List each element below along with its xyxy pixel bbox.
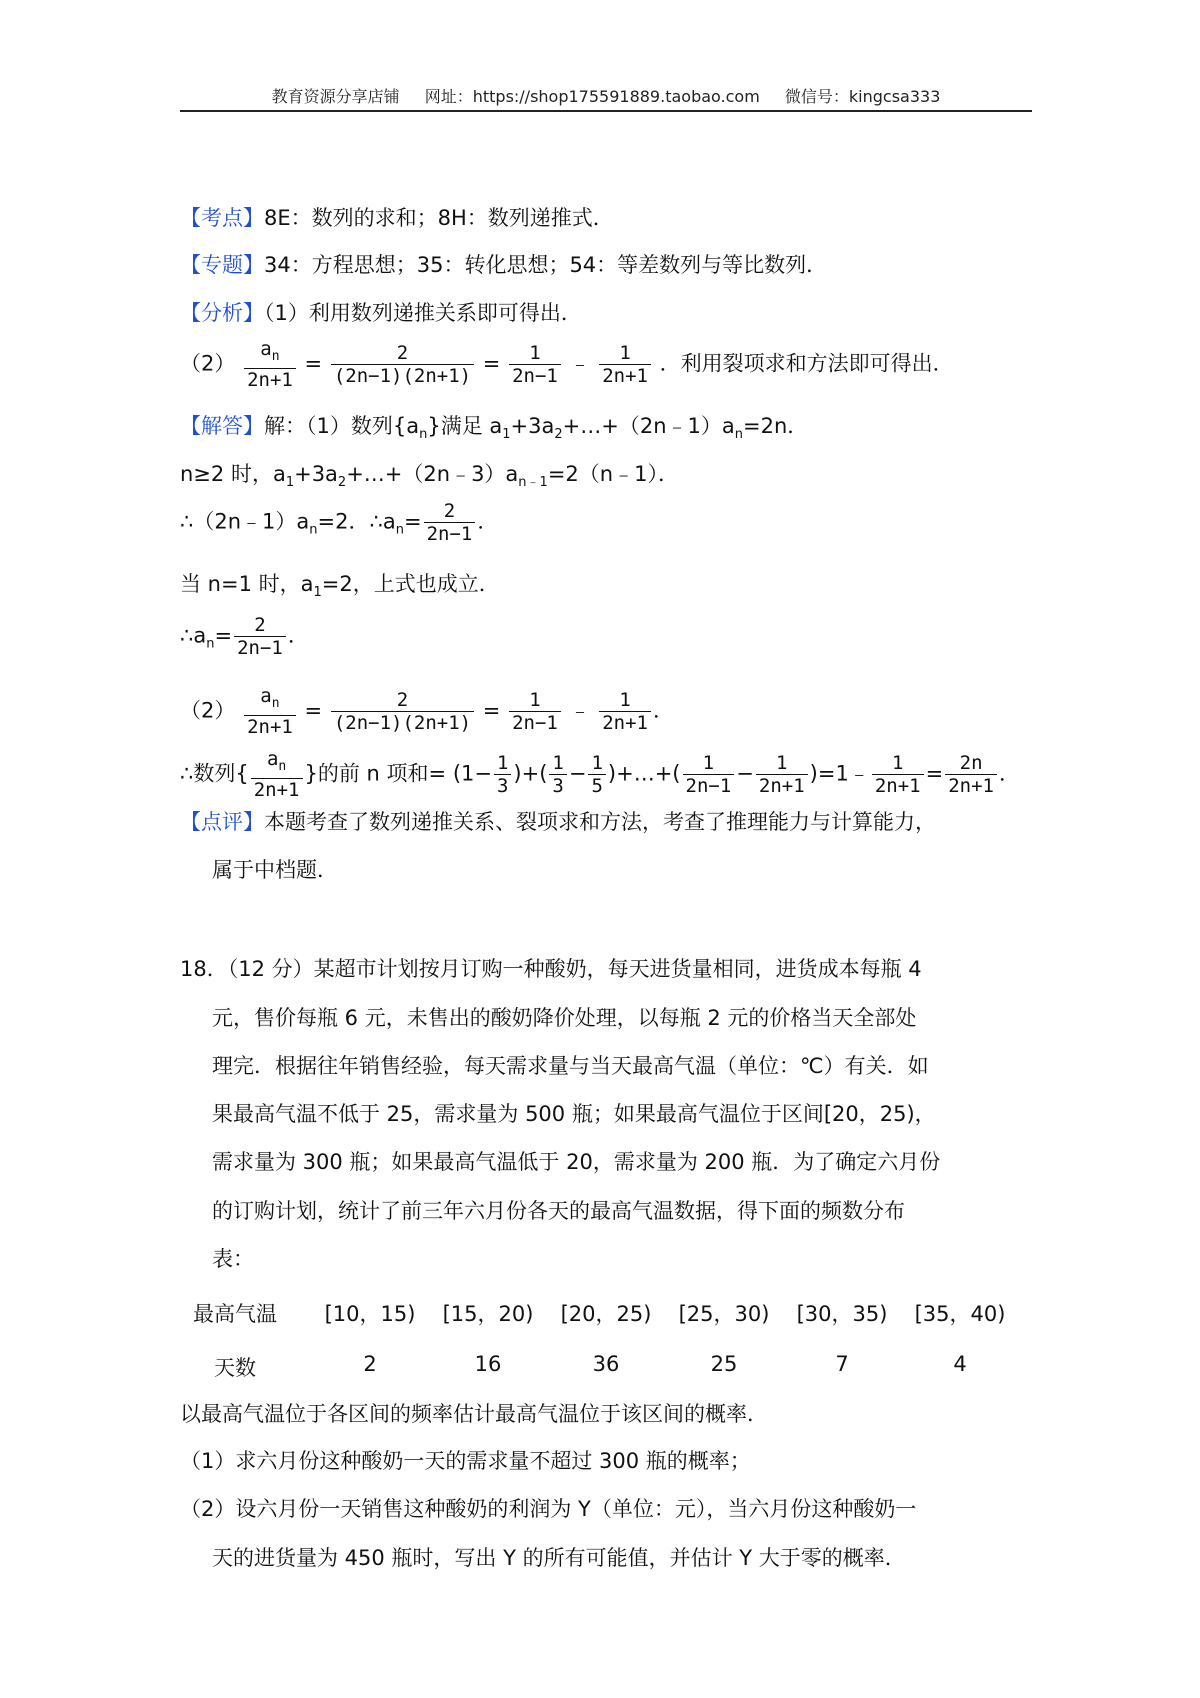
after-table-text: 以最高气温位于各区间的频率估计最高气温位于该区间的概率． <box>180 1402 768 1426</box>
fenxi-line-2: （2） $\frac{a_n}{2n+1}$ = $\frac{2}{(2n-1)(2n+1)}$ = $\frac{1}{2n-1}$ ﹣ $\frac{1}{2n+1}$ ．利用裂项求和方法即可得出． <box>180 338 954 391</box>
jieda-line-7: ∴数列{ $\frac{a_n}{2n+1}$ }的前 n 项和= (1− $\frac{1}{3}$ )+( $\frac{1}{3}$ − $\frac{1}{5}$ )+…+( $\frac{1}{2n-1}$ − $\frac{1}{2n+1}$ )=1﹣ $\frac{1}{2n+1}$ = $\frac{2n}{2n+1}$ ． <box>180 748 1020 801</box>
kaodian-text: 8E：数列的求和；8H：数列递推式． <box>264 206 614 230</box>
fraction-2-over-2nm1-b: $\frac{2}{2n-1}$ <box>234 614 286 659</box>
fenxi-tag: 【分析】 <box>180 301 264 325</box>
table-interval: [15，20) <box>442 1302 534 1326</box>
table-day-count: 16 <box>474 1352 502 1376</box>
table-day-count: 4 <box>953 1352 967 1376</box>
fraction-1-over-5: $\frac{1}{5}$ <box>588 752 605 797</box>
question-1: （1）求六月份这种酸奶一天的需求量不超过 300 瓶的概率； <box>180 1449 751 1473</box>
frequency-table-header-row <box>180 1298 1040 1328</box>
fraction-an-over-2n1: $\frac{a_n}{2n+1}$ <box>244 338 296 391</box>
kaodian-tag: 【考点】 <box>180 206 264 230</box>
table-interval: [25，30) <box>678 1302 770 1326</box>
problem-18-line-5: 需求量为 300 瓶；如果最高气温低于 20，需求量为 200 瓶．为了确定六月份 <box>212 1150 941 1174</box>
jieda-tag: 【解答】 <box>180 414 264 438</box>
fraction-1-over-2n1-c: $\frac{1}{2n+1}$ <box>756 752 808 797</box>
fraction-an-over-2n1-c: $\frac{a_n}{2n+1}$ <box>251 748 303 801</box>
problem-18-line-3: 理完．根据往年销售经验，每天需求量与当天最高气温（单位：℃）有关．如 <box>212 1054 929 1078</box>
fraction-1-over-2n1-b: $\frac{1}{2n+1}$ <box>599 689 651 734</box>
table-interval: [20，25) <box>560 1302 652 1326</box>
question-2-line-2: 天的进货量为 450 瓶时，写出 Y 的所有可能值，并估计 Y 大于零的概率． <box>212 1546 906 1570</box>
fraction-1-over-2n1: $\frac{1}{2n+1}$ <box>599 342 651 387</box>
problem-18-line-2: 元，售价每瓶 6 元，未售出的酸奶降价处理，以每瓶 2 元的价格当天全部处 <box>212 1006 917 1030</box>
table-day-count: 2 <box>363 1352 377 1376</box>
zhuanti-text: 34：方程思想；35：转化思想；54：等差数列与等比数列． <box>264 253 828 277</box>
fraction-1-over-2nm1: $\frac{1}{2n-1}$ <box>509 342 561 387</box>
fraction-1-over-2nm1-c: $\frac{1}{2n-1}$ <box>683 752 735 797</box>
table-interval: [10，15) <box>324 1302 416 1326</box>
dianping-text-1: 本题考查了数列递推关系、裂项求和方法，考查了推理能力与计算能力， <box>264 810 936 834</box>
jieda-line-6: （2） $\frac{a_n}{2n+1}$ = $\frac{2}{(2n-1)(2n+1)}$ = $\frac{1}{2n-1}$ ﹣ $\frac{1}{2n+1}$ ． <box>180 685 674 738</box>
dianping-line-1 <box>180 807 936 837</box>
shop-name: 教育资源分享店铺 <box>271 87 400 106</box>
fraction-1-over-2n1-d: $\frac{1}{2n+1}$ <box>872 752 924 797</box>
table-day-count: 25 <box>710 1352 738 1376</box>
fraction-an-over-2n1-b: $\frac{a_n}{2n+1}$ <box>244 685 296 738</box>
fraction-2-over-product-b: $\frac{2}{(2n-1)(2n+1)}$ <box>331 689 474 734</box>
table-day-count: 36 <box>592 1352 620 1376</box>
dianping-line-2 <box>212 855 338 885</box>
table-label-temperature: 最高气温 <box>193 1302 277 1326</box>
problem-18-line-6: 的订购计划，统计了前三年六月份各天的最高气温数据，得下面的频数分布 <box>212 1199 905 1223</box>
question-2-line-1: （2）设六月份一天销售这种酸奶的利润为 Y（单位：元），当六月份这种酸奶一 <box>180 1497 917 1521</box>
header-divider <box>180 110 1032 112</box>
fraction-1-over-3-b: $\frac{1}{3}$ <box>549 752 566 797</box>
fraction-2-over-2nm1: $\frac{2}{2n-1}$ <box>424 500 476 545</box>
jieda-line-1: 【解答】解：（1）数列$\{a_n\}$满足 $a_1+3a_2+\dots+(2n﹣1)a_n=2n$． <box>180 414 809 443</box>
fraction-1-over-2nm1-b: $\frac{1}{2n-1}$ <box>509 689 561 734</box>
fraction-1-over-3: $\frac{1}{3}$ <box>494 752 511 797</box>
problem-18-line-1: 18．（12 分）某超市计划按月订购一种酸奶，每天进货量相同，进货成本每瓶 4 <box>180 957 922 981</box>
zhuanti-line <box>180 250 827 280</box>
jieda-line-3: $\therefore(2n﹣1)a_n=2$．$\therefore a_n=$ $\frac{2}{2n-1}$ ． <box>180 500 499 545</box>
fenxi-2-suffix: ．利用裂项求和方法即可得出． <box>659 351 954 376</box>
wechat-id: 微信号：kingcsa333 <box>784 87 941 106</box>
fenxi-text-1: （1）利用数列递推关系即可得出． <box>264 301 582 325</box>
shop-url: 网址：https://shop175591889.taobao.com <box>424 87 760 106</box>
fraction-2n-over-2n1: $\frac{2n}{2n+1}$ <box>945 752 997 797</box>
problem-18-line-7: 表： <box>212 1247 254 1271</box>
table-label-days: 天数 <box>214 1356 256 1380</box>
jieda-line-5: $\therefore a_n=$ $\frac{2}{2n-1}$ ． <box>180 614 309 659</box>
dianping-tag: 【点评】 <box>180 810 264 834</box>
table-day-count: 7 <box>835 1352 849 1376</box>
jieda-line-4: 当 n=1 时，$a_1=2$，上式也成立． <box>180 572 500 601</box>
fraction-2-over-product: $\frac{2}{(2n-1)(2n+1)}$ <box>331 342 474 387</box>
table-interval: [30，35) <box>796 1302 888 1326</box>
jieda-line-2: n≥2 时，$a_1+3a_2+\dots+(2n﹣3)a_{n﹣1}=2(n﹣1)$． <box>180 462 679 491</box>
frequency-table-days-row <box>180 1352 1040 1382</box>
page-header <box>180 84 1032 107</box>
fenxi-2-prefix: （2） <box>180 351 236 376</box>
zhuanti-tag: 【专题】 <box>180 253 264 277</box>
fenxi-line <box>180 298 582 328</box>
kaodian-line <box>180 203 614 233</box>
table-interval: [35，40) <box>914 1302 1006 1326</box>
dianping-text-2: 属于中档题． <box>212 858 338 882</box>
problem-18-line-4: 果最高气温不低于 25，需求量为 500 瓶；如果最高气温位于区间[20，25)， <box>212 1102 936 1126</box>
